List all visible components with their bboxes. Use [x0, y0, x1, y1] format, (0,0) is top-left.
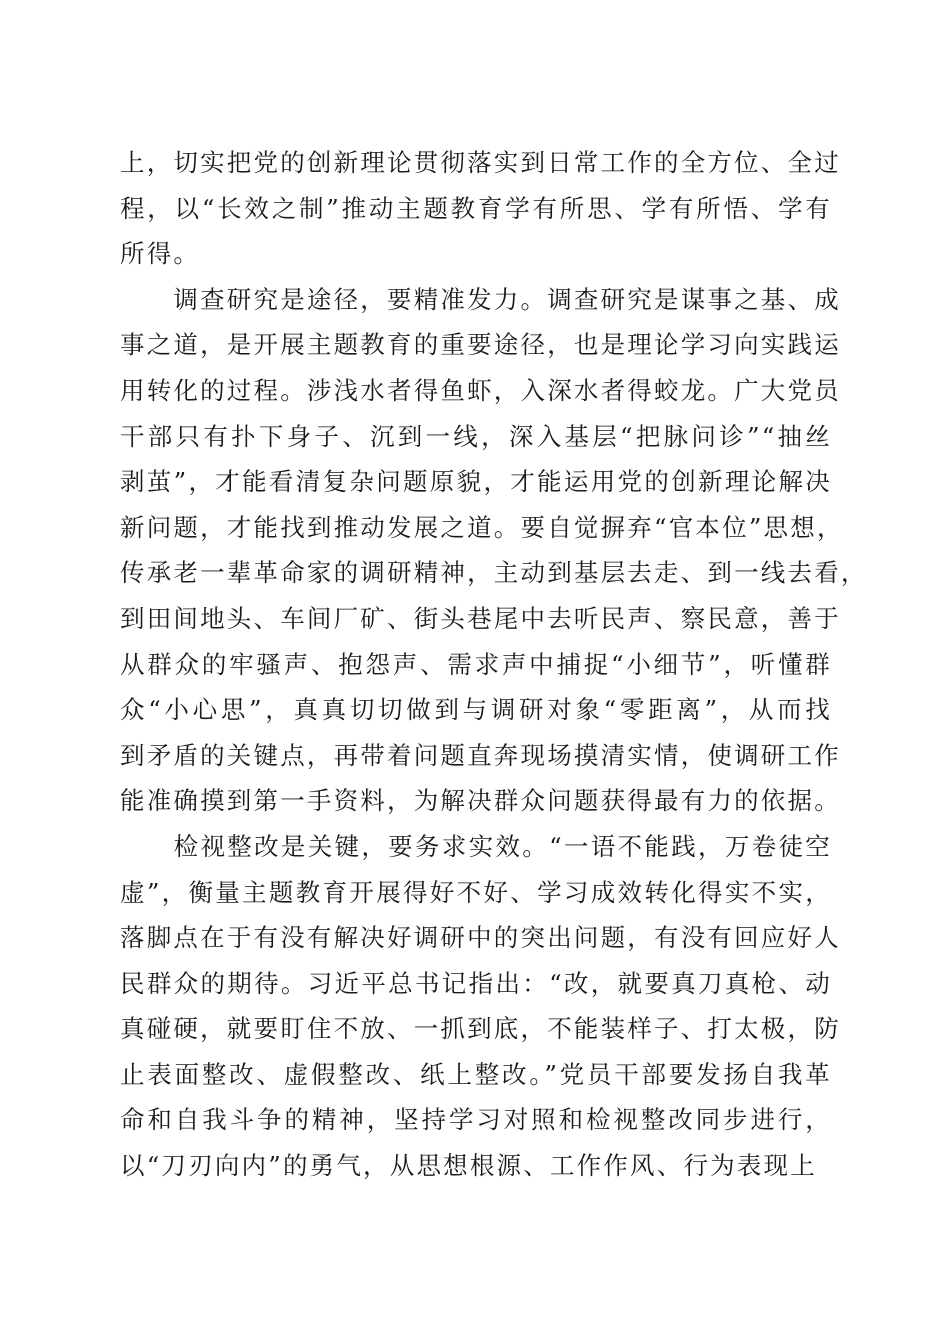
text-line: 事之道，是开展主题教育的重要途径，也是理论学习向实践运	[120, 330, 841, 360]
text-line: 止表面整改、虚假整改、纸上整改。”党员干部要发扬自我革	[120, 1059, 832, 1089]
text-line: 到田间地头、车间厂矿、街头巷尾中去听民声、察民意，善于	[120, 603, 841, 633]
text-line: 调查研究是途径，要精准发力。调查研究是谋事之基、成	[120, 284, 841, 314]
text-line: 到矛盾的关键点，再带着问题直奔现场摸清实情，使调研工作	[120, 740, 841, 770]
text-line: 程，以“长效之制”推动主题教育学有所思、学有所悟、学有	[120, 193, 832, 223]
text-line: 剥茧”，才能看清复杂问题原貌，才能运用党的创新理论解决	[120, 467, 832, 497]
text-line: 所得。	[120, 239, 201, 269]
text-line: 虚”，衡量主题教育开展得好不好、学习成效转化得实不实，	[120, 877, 832, 907]
text-line: 上，切实把党的创新理论贯彻落实到日常工作的全方位、全过	[120, 148, 841, 177]
text-line: 传承老一辈革命家的调研精神，主动到基层去走、到一线去看，	[120, 558, 868, 588]
text-line: 用转化的过程。涉浅水者得鱼虾，入深水者得蛟龙。广大党员	[120, 375, 841, 405]
text-line: 干部只有扑下身子、沉到一线，深入基层“把脉问诊”“抽丝	[120, 421, 832, 451]
text-line: 民群众的期待。习近平总书记指出：“改，就要真刀真枪、动	[120, 968, 832, 998]
body-text	[120, 140, 868, 1189]
paragraph-2	[120, 277, 868, 824]
text-line: 真碰硬，就要盯住不放、一抓到底，不能装样子、打太极，防	[120, 1014, 841, 1044]
text-line: 从群众的牢骚声、抱怨声、需求声中捕捉“小细节”，听懂群	[120, 649, 832, 679]
text-line: 众“小心思”，真真切切做到与调研对象“零距离”，从而找	[120, 695, 832, 725]
text-line: 能准确摸到第一手资料，为解决群众问题获得最有力的依据。	[120, 786, 841, 816]
text-line: 检视整改是关键，要务求实效。“一语不能践，万卷徒空	[120, 831, 832, 861]
paragraph-1	[120, 140, 841, 277]
text-line: 以“刀刃向内”的勇气，从思想根源、工作作风、行为表现上	[120, 1151, 817, 1181]
text-line: 落脚点在于有没有解决好调研中的突出问题，有没有回应好人	[120, 923, 841, 953]
paragraph-3	[120, 824, 841, 1189]
text-line: 新问题，才能找到推动发展之道。要自觉摒弃“官本位”思想，	[120, 512, 844, 542]
text-line: 命和自我斗争的精神，坚持学习对照和检视整改同步进行，	[120, 1105, 832, 1135]
